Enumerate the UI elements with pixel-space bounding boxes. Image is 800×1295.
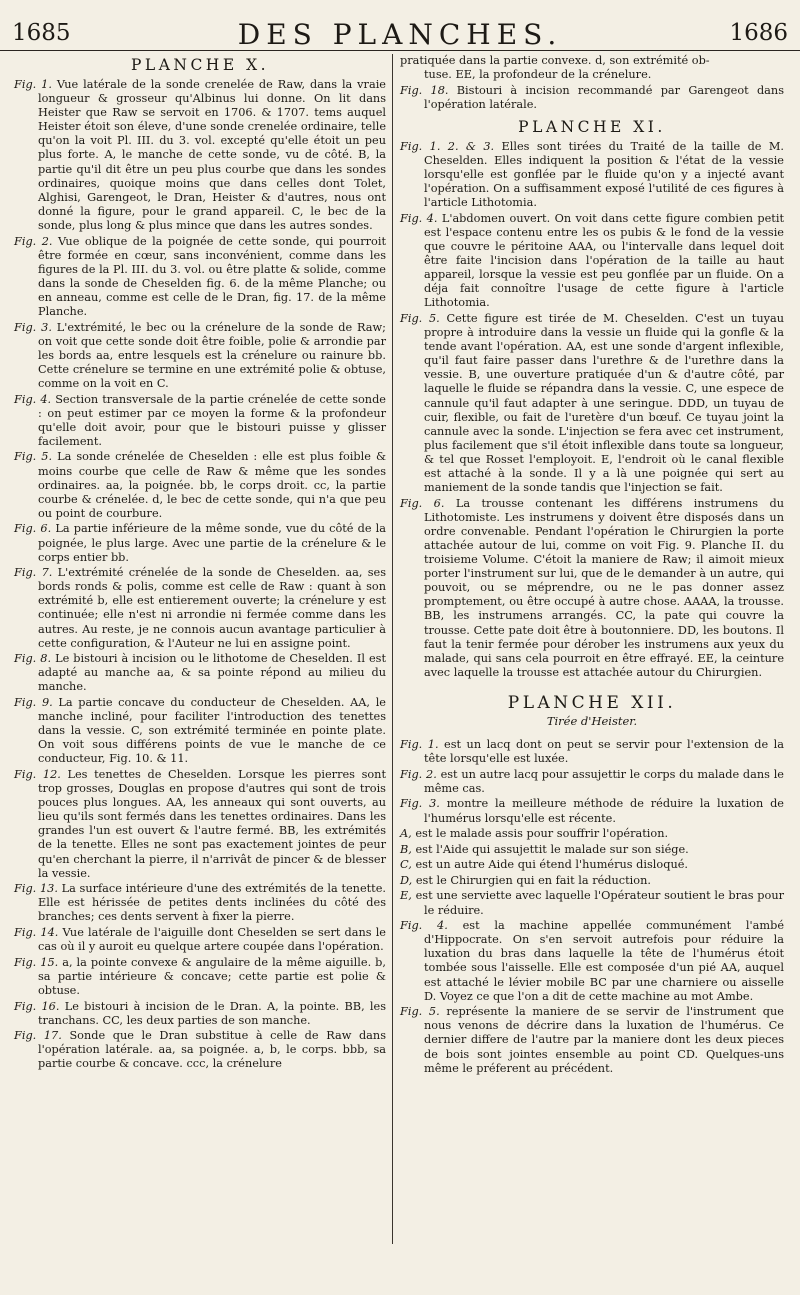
figure-entry [14, 321, 386, 391]
figure-text: Bistouri à incision recommandé par Garengeot dans l'opération latérale. [424, 83, 784, 111]
figure-label: Fig. 14. [14, 926, 59, 940]
figure-entry [14, 522, 386, 564]
figure-text: Vue latérale de la sonde crenelée de Raw, dans la vraie longueur & grosseur qu'Albinus lui donne. On lit dans Heister que Raw se servoit en 1706. & 1707. tems auquel Heister étoit son éleve, d'une sonde crenelée ordinaire, telle qu'on la voit Pl. III. du 3. vol. excepté qu'elle étoit un peu plus forte. A, le manche de cette sonde, vu de côté. B, la partie qu'il dit être un peu plus courbe que dans les sondes ordinaires, quoique moins que dans celles dont Tolet, Alghisi, Garengeot, le Dran, Heister & d'autres, nous ont donné la figure, pour le grand appareil. C, le bec de la sonde, plus long & plus mince que dans les autres sondes. [38, 78, 386, 232]
figure-label: D, [400, 873, 413, 887]
figure-label: Fig. 3. [14, 320, 52, 334]
figure-text: montre la meilleure méthode de réduire la luxation de l'humérus lorsqu'elle est récente. [424, 797, 784, 825]
figure-entry [14, 450, 386, 520]
figure-label: Fig. 6. [400, 496, 445, 510]
figure-label: Fig. 3. [400, 797, 440, 811]
figure-text: Sonde que le Dran substitue à celle de Raw dans l'opération latérale. aa, sa poignée. a, b, le corps. bbb, sa partie courbe & concave. ccc, la crénelure [38, 1029, 386, 1071]
figure-text: L'extrémité crénelée de la sonde de Cheselden. aa, ses bords ronds & polis, comme est celle de Raw : quant à son extrémité b, elle est entierement ouverte; la crénelure y est continuée; elle n'est ni arrondie ni fermée comme dans les autres. Au reste, je ne connois aucun avantage particulier à cette configuration, & l'Auteur ne lui en assigne point. [38, 566, 386, 650]
page-number-left: 1685 [12, 20, 71, 46]
figure-entry [400, 797, 784, 825]
figure-label: Fig. 2. [400, 767, 437, 781]
figure-entry [14, 1000, 386, 1028]
figure-entry [400, 497, 784, 680]
figure-text: est le malade assis pour souffrir l'opération. [415, 827, 669, 841]
figure-entry [14, 956, 386, 998]
figure-entry [400, 768, 784, 796]
figure-text: Vue oblique de la poignée de cette sonde, qui pourroit être formée en cœur, sans inconvénient, comme dans les figures de la Pl. III. du 3. vol. ou être platte & solide, comme dans la sonde de Cheselden fig. 6. de la même Planche; ou en anneau, comme est celle de le Dran, fig. 17. de la même Planche. [38, 234, 386, 318]
figure-text: Les tenettes de Cheselden. Lorsque les pierres sont trop grosses, Douglas en propose d'autres qui sont de trois pouces plus longues. AA, les anneaux qui sont ouverts, au lieu qu'ils sont fermés dans les tenettes ordinaires. Dans les grandes l'un est ouvert & l'autre fermé. BB, les extrémités de la tenette. Elles ne sont pas exactement jointes de peur qu'en cherchant la pierre, il n'arrivât de pincer & de blesser la vessie. [38, 768, 386, 880]
figure-entry [14, 566, 386, 651]
figure-label: B, [400, 842, 412, 856]
continued-text [400, 54, 784, 82]
figure-text: L'abdomen ouvert. On voit dans cette figure combien petit est l'espace contenu entre les os pubis & le fond de la vessie que couvre le péritoine AAA, ou l'intervalle dans lequel doit être faite l'incision dans l'opération de la taille au haut appareil, lorsque la vessie est peu gonflée par un fluide. On a déja fait connoître l'usage de cette figure à l'article Lithotomia. [424, 211, 784, 310]
figure-label: Fig. 5. [400, 1005, 440, 1019]
figure-text: Elles sont tirées du Traité de la taille de M. Cheselden. Elles indiquent la position & l'état de la vessie lorsqu'elle est gonflée par le fluide qu'on y a injecté avant l'opération. On a suffisamment exposé l'utilité de ces figures à l'article Lithotomia. [424, 139, 785, 210]
figure-entry [400, 843, 784, 857]
figure-text: est le Chirurgien qui en fait la réduction. [415, 873, 651, 887]
figure-text: est un autre Aide qui étend l'humérus disloqué. [415, 858, 688, 872]
figure-text: est un autre lacq pour assujettir le corps du malade dans le même cas. [424, 767, 784, 795]
figure-entry [400, 827, 784, 841]
figure-entry [400, 919, 784, 1004]
figure-text: La partie inférieure de la même sonde, vue du côté de la poignée, le plus large. Avec une partie de la crénelure & le corps entier bb. [38, 522, 387, 564]
plate-xii-entries [400, 738, 784, 1076]
figure-entry [14, 926, 386, 954]
figure-text: Cette figure est tirée de M. Cheselden. C'est un tuyau propre à introduire dans la vessie un fluide qui la gonfle & la tende avant l'opération. AA, est une sonde d'argent inflexible, qu'il faut faire passer dans l'urethre & de l'urethre dans la vessie. B, une ouverture pratiquée d'un & d'autre côté, par laquelle le fluide se répandra dans la vessie. C, une espece de cannule qu'il faut adapter à une seringue. DDD, un tuyau de cuir, flexible, ou fait de l'uretère d'un bœuf. Ce tuyau joint la cannule avec la sonde. L'injection se fera avec cet instrument, plus facilement que s'il étoit inflexible dans toute sa longueur, & tel que Rosset l'employoit. E, l'endroit où le canal flexible est attaché à la sonde. Il y a là une poignée qui sert au maniement de la sonde tandis que l'injection se fait. [424, 312, 784, 495]
figure-entry [400, 858, 784, 872]
figure-entry [400, 140, 784, 210]
figure-entry [14, 393, 386, 449]
figure-entry [14, 1029, 386, 1071]
figure-text: est la machine appellée communément l'ambé d'Hippocrate. On s'en servoit autrefois pour réduire la luxation du bras dans laquelle la tête de l'humérus étoit tombée sous l'aisselle. Elle est composée d'un pié AA, auquel est attaché le lévier mobile BC par une charniere ou aisselle D. Voyez ce que l'on a dit de cette machine au mot Ambe. [424, 919, 785, 1003]
figure-label: Fig. 9. [14, 696, 53, 710]
figure-entry [400, 312, 784, 495]
figure-label: Fig. 1. [14, 78, 52, 91]
figure-label: Fig. 17. [14, 1029, 62, 1043]
figure-entry [400, 212, 784, 311]
figure-entry [14, 235, 386, 320]
figure-text: Vue latérale de l'aiguille dont Cheselden se sert dans le cas où il y auroit eu quelque artere coupée dans l'opération. [38, 926, 386, 954]
figure-text: est une serviette avec laquelle l'Opérateur soutient le bras pour le réduire. [415, 889, 785, 917]
figure-label: Fig. 5. [14, 450, 53, 464]
figure-entry [14, 78, 386, 233]
figure-entry [14, 768, 386, 881]
figure-entry [400, 889, 784, 917]
figure-text: La partie concave du conducteur de Cheselden. AA, le manche incliné, pour faciliter l'introduction des tenettes dans la vessie. C, son extrémité terminée en pointe plate. On voit sous différens points de vue le manche de ce conducteur, Fig. 10. & 11. [38, 696, 386, 766]
figure-text: L'extrémité, le bec ou la crénelure de la sonde de Raw; on voit que cette sonde doit être foible, polie & arrondie par les bords aa, entre lesquels est la crénelure ou rainure bb. Cette crénelure se termine en une extrémité polie & obtuse, comme on la voit en C. [38, 320, 386, 390]
figure-entry [400, 738, 784, 766]
plate-subtitle-xii: Tirée d'Heister. [546, 713, 638, 728]
figure-label: C, [400, 858, 412, 872]
figure-label: Fig. 16. [14, 999, 60, 1013]
figure-entry [400, 874, 784, 888]
figure-label: Fig. 5. [400, 312, 440, 325]
figure-text: La sonde crénelée de Cheselden : elle est plus foible & moins courbe que celle de Raw & même que les sondes ordinaires. aa, la poignée. bb, le corps droit. cc, la partie courbe & crénelée. d, le bec de cette sonde, qui n'a que peu ou point de courbure. [38, 450, 386, 520]
continuation-line: tuse. EE, la profondeur de la crénelure. [424, 68, 652, 82]
figure-label: Fig. 6. [14, 522, 52, 536]
figure-text: Section transversale de la partie crénelée de cette sonde : on peut estimer par ce moyen la forme & la profondeur qu'elle doit avoir, pour que le bistouri puisse y glisser facilement. [38, 392, 386, 448]
running-header [0, 18, 800, 51]
figure-label: Fig. 18. [400, 83, 449, 97]
figure-label: Fig. 4. [14, 392, 52, 406]
plate-heading-xii: PLANCHE XII. [507, 692, 677, 713]
figure-label: Fig. 13. [14, 882, 58, 896]
figure-label: Fig. 7. [14, 566, 53, 580]
page-number-right: 1686 [729, 20, 788, 46]
figure-text: est un lacq dont on peut se servir pour l'extension de la tête lorsqu'elle est luxée. [424, 738, 784, 766]
figure-entry [14, 652, 386, 694]
plate-xi-entries [400, 140, 784, 680]
figure-text: représente la maniere de se servir de l'instrument que nous venons de décrire dans la luxation de l'humérus. Ce dernier differe de l'autre par la maniere dont les deux pieces de bois sont jointes ensemble au point CD. Quelques-uns même le préferent au précédent. [424, 1005, 784, 1075]
column-divider [392, 54, 393, 1244]
left-entries [14, 78, 386, 1071]
figure-label: E, [400, 889, 412, 903]
figure-text: a, la pointe convexe & angulaire de la même aiguille. b, sa partie intérieure & concave; cette partie est polie & obtuse. [38, 955, 386, 997]
figure-text: Le bistouri à incision de le Dran. A, la pointe. BB, les tranchans. CC, les deux parties de son manche. [38, 999, 386, 1027]
figure-entry [14, 882, 386, 924]
figure-text: est l'Aide qui assujettit le malade sur son siége. [415, 842, 689, 856]
figure-label: Fig. 2. [14, 234, 53, 248]
figure-label: Fig. 4. [400, 919, 448, 933]
figure-entry [14, 696, 386, 766]
figure-label: Fig. 15. [14, 955, 59, 969]
figure-text: La surface intérieure d'une des extrémités de la tenette. Elle est hérissée de petites dents inclinées du côté des branches; ces dents servent à fixer la pierre. [38, 882, 386, 924]
figure-entry [400, 84, 784, 112]
left-column [14, 54, 386, 1073]
plate-heading-x: PLANCHE X. [130, 56, 270, 74]
figure-label: Fig. 8. [14, 652, 52, 666]
right-column [400, 54, 784, 1077]
figure-text: La trousse contenant les différens instrumens du Lithotomiste. Les instrumens y doivent être disposés dans un ordre convenable. Pendant l'opération le Chirurgien la porte attachée autour de lui, comme on voit Fig. 9. Planche II. du troisieme Volume. C'étoit la maniere de Raw; il aimoit mieux porter l'instrument sur lui, que de le demander à un autre, qui pouvoit, ou se méprendre, ou ne le pas donner assez promptement, ou être occupé à autre chose. AAAA, la trousse. BB, les instrumens arrangés. CC, la pate qui couvre la trousse. Cette pate doit être à boutonniere. DD, les boutons. Il faut la tenir fermée pour dérober les instrumens aux yeux du malade, qui sans cela pourroit en être effrayé. EE, la ceinture avec laquelle la trousse est attachée autour du Chirurgien. [424, 496, 784, 679]
figure-label: A, [400, 827, 412, 841]
figure-label: Fig. 1. 2. & 3. [400, 139, 495, 153]
running-title: DES PLANCHES. [237, 18, 563, 51]
figure-label: Fig. 12. [14, 768, 61, 781]
figure-entry [400, 1005, 784, 1075]
plate-heading-xi: PLANCHE XI. [518, 117, 666, 136]
continuation-line: pratiquée dans la partie convexe. d, son extrémité ob- [400, 54, 710, 67]
figure-text: Le bistouri à incision ou le lithotome de Cheselden. Il est adapté au manche aa, & sa pointe répond au milieu du manche. [38, 652, 386, 694]
figure-label: Fig. 1. [400, 738, 439, 752]
figure-label: Fig. 4. [400, 211, 438, 225]
